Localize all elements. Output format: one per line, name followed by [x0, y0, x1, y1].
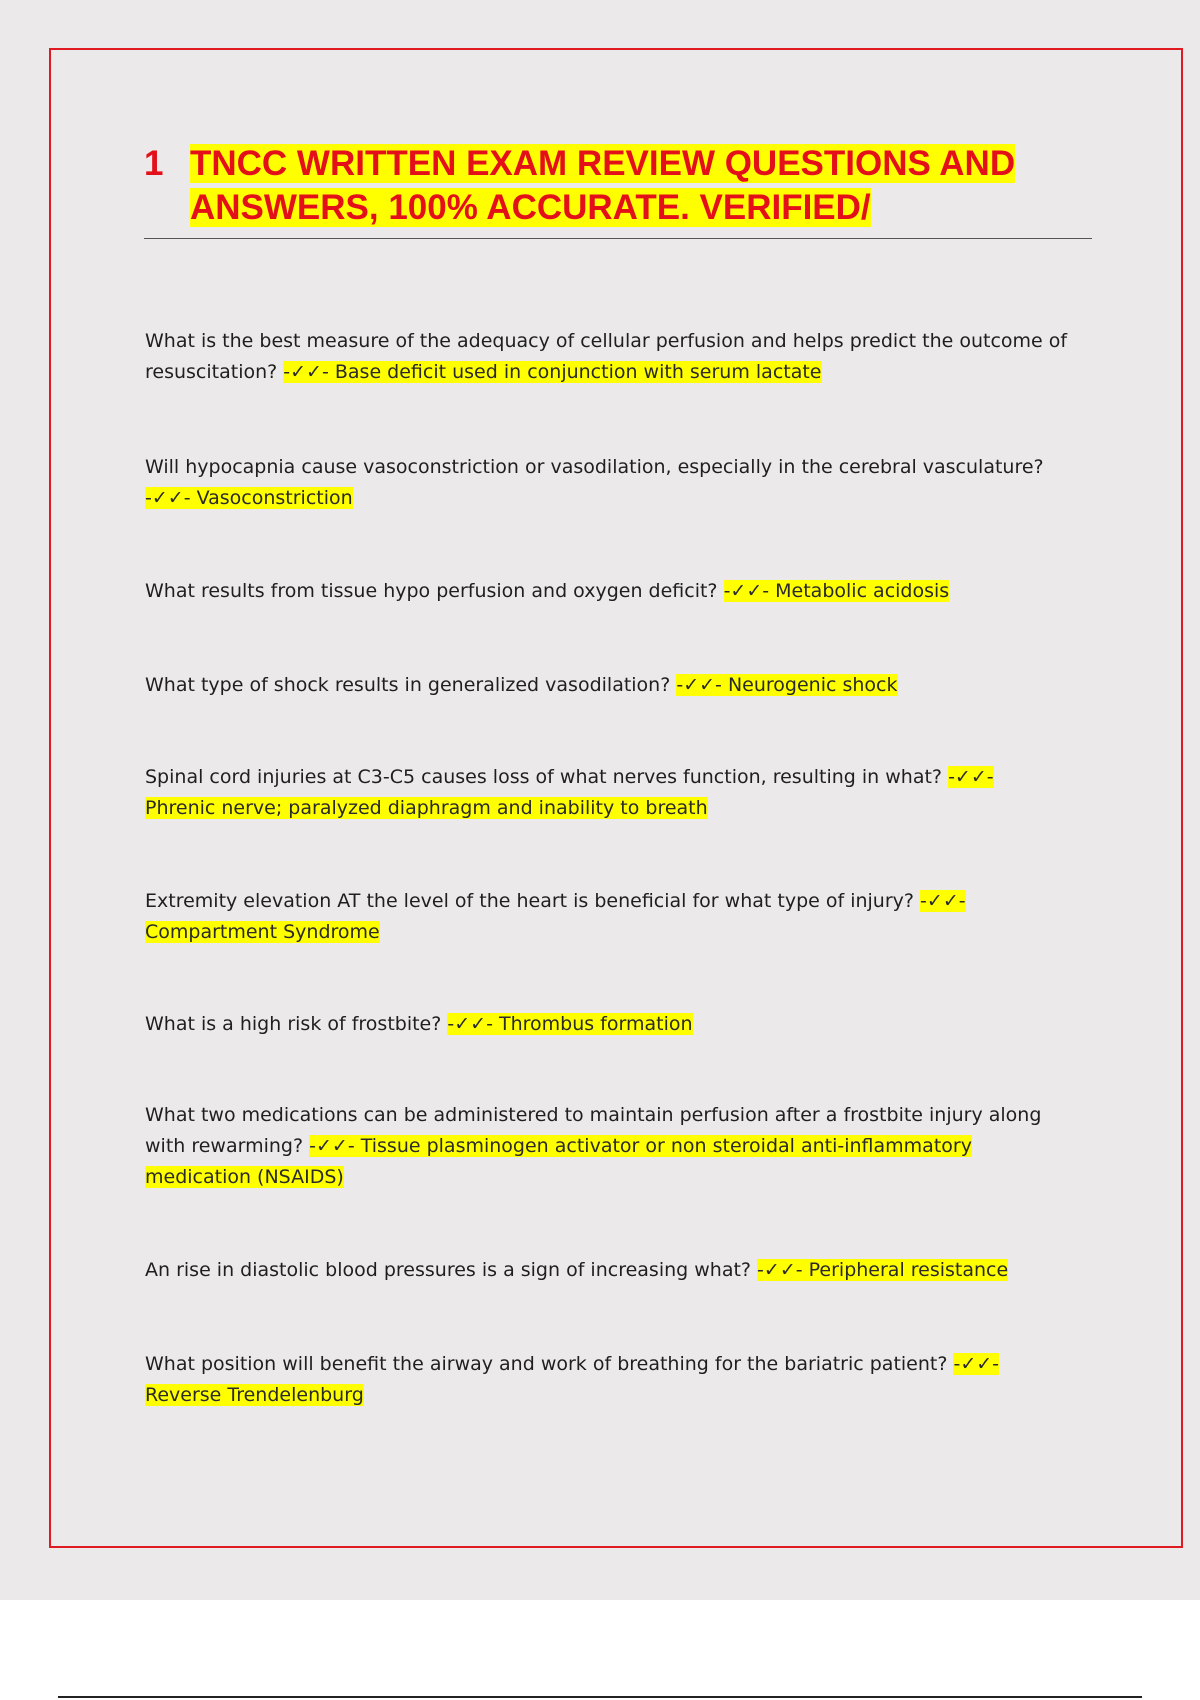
question-text: What is the best measure of the adequacy of cellular perfusion and helps predict the outcome of resuscitation?: [145, 330, 1068, 383]
answer-text: -✓✓- Vasoconstriction: [145, 487, 353, 509]
document-heading: [144, 142, 1092, 230]
qa-item-2: [145, 452, 1070, 514]
qa-item-1: [145, 326, 1070, 388]
qa-item-3: [145, 576, 1070, 607]
question-text: What type of shock results in generalized vasodilation?: [145, 674, 671, 696]
qa-item-8: [145, 1100, 1070, 1193]
question-text: What is a high risk of frostbite?: [145, 1013, 442, 1035]
heading-title: TNCC WRITTEN EXAM REVIEW QUESTIONS AND ANSWERS, 100% ACCURATE. VERIFIED/: [190, 144, 1016, 227]
question-text: Spinal cord injuries at C3-C5 causes loss of what nerves function, resulting in what?: [145, 766, 943, 788]
question-text: What two medications can be administered to maintain perfusion after a frostbite injury along with rewarming?: [145, 1104, 1042, 1157]
qa-item-7: [145, 1009, 1070, 1040]
qa-item-10: [145, 1349, 1070, 1411]
answer-text: -✓✓- Metabolic acidosis: [723, 580, 950, 602]
question-text: Will hypocapnia cause vasoconstriction or vasodilation, especially in the cerebral vasculature?: [145, 456, 1044, 478]
answer-text: -✓✓- Peripheral resistance: [757, 1259, 1009, 1281]
question-text: What position will benefit the airway and work of breathing for the bariatric patient?: [145, 1353, 948, 1375]
answer-text: -✓✓- Compartment Syndrome: [145, 890, 966, 943]
qa-item-4: [145, 670, 1070, 701]
footer-divider: [58, 1696, 1142, 1698]
answer-text: -✓✓- Neurogenic shock: [676, 674, 898, 696]
answer-text: -✓✓- Base deficit used in conjunction with serum lactate: [283, 361, 822, 383]
heading-number: 1: [144, 144, 164, 183]
answer-text: -✓✓- Reverse Trendelenburg: [145, 1353, 1000, 1406]
question-text: Extremity elevation AT the level of the heart is beneficial for what type of injury?: [145, 890, 914, 912]
qa-item-6: [145, 886, 1070, 948]
qa-item-5: [145, 762, 1070, 824]
answer-text: -✓✓- Tissue plasminogen activator or non steroidal anti-inflammatory medication (NSAIDS): [145, 1135, 972, 1188]
qa-item-9: [145, 1255, 1070, 1286]
answer-text: -✓✓- Thrombus formation: [447, 1013, 693, 1035]
question-text: What results from tissue hypo perfusion and oxygen deficit?: [145, 580, 718, 602]
answer-text: -✓✓- Phrenic nerve; paralyzed diaphragm and inability to breath: [145, 766, 994, 819]
question-text: An rise in diastolic blood pressures is a sign of increasing what?: [145, 1259, 751, 1281]
heading-underline: [144, 238, 1092, 239]
